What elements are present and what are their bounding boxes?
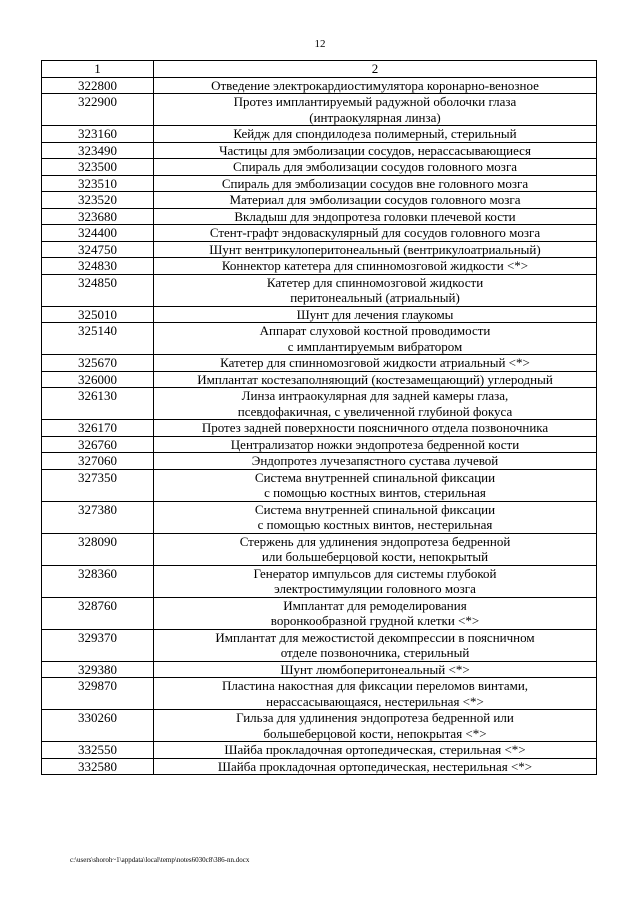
row-code: 326130: [42, 388, 154, 420]
table-row: [42, 159, 597, 176]
row-name: Материал для эмболизации сосудов головного мозга: [154, 192, 597, 209]
row-name: Отведение электрокардиостимулятора коронарно-венозное: [154, 77, 597, 94]
row-code: 329380: [42, 661, 154, 678]
table-row: [42, 225, 597, 242]
row-code: 328760: [42, 597, 154, 629]
row-name: Шунт вентрикулоперитонеальный (вентрикулоатриальный): [154, 241, 597, 258]
row-code: 324400: [42, 225, 154, 242]
row-name: Протез имплантируемый радужной оболочки глаза (интраокулярная линза): [154, 94, 597, 126]
row-name: Частицы для эмболизации сосудов, нерассасывающиеся: [154, 142, 597, 159]
row-code: 329870: [42, 678, 154, 710]
table-row: [42, 208, 597, 225]
table-row: [42, 126, 597, 143]
row-code: 326000: [42, 371, 154, 388]
table-row: [42, 77, 597, 94]
row-code: 325010: [42, 306, 154, 323]
table-row: [42, 94, 597, 126]
table-row: [42, 453, 597, 470]
row-code: 328360: [42, 565, 154, 597]
table-row: [42, 323, 597, 355]
table-row: [42, 306, 597, 323]
column-header-code: 1: [42, 61, 154, 78]
row-code: 323490: [42, 142, 154, 159]
row-name: Кейдж для спондилодеза полимерный, стерильный: [154, 126, 597, 143]
row-name: Централизатор ножки эндопротеза бедренной кости: [154, 436, 597, 453]
table-row: [42, 388, 597, 420]
table-row: [42, 629, 597, 661]
row-name: Аппарат слуховой костной проводимости с имплантируемым вибратором: [154, 323, 597, 355]
table-row: [42, 661, 597, 678]
row-code: 324830: [42, 258, 154, 275]
table-row: [42, 142, 597, 159]
row-code: 324750: [42, 241, 154, 258]
row-name: Гильза для удлинения эндопротеза бедренной или большеберцовой кости, непокрытая <*>: [154, 710, 597, 742]
row-code: 326170: [42, 420, 154, 437]
row-name: Имплантат костезаполняющий (костезамещающий) углеродный: [154, 371, 597, 388]
row-code: 323520: [42, 192, 154, 209]
row-name: Эндопротез лучезапястного сустава лучевой: [154, 453, 597, 470]
row-code: 332580: [42, 758, 154, 775]
row-code: 327380: [42, 501, 154, 533]
table-row: [42, 758, 597, 775]
registry-table: [41, 60, 597, 775]
table-row: [42, 274, 597, 306]
table-row: [42, 597, 597, 629]
row-name: Имплантат для межостистой декомпрессии в поясничном отделе позвоночника, стерильный: [154, 629, 597, 661]
row-code: 327350: [42, 469, 154, 501]
table-row: [42, 355, 597, 372]
table-row: [42, 469, 597, 501]
row-code: 326760: [42, 436, 154, 453]
document-path: c:\users\shoroh~1\appdata\local\temp\notes6030c8\386-nn.docx: [70, 856, 250, 864]
page-number: 12: [314, 38, 326, 50]
table-row: [42, 371, 597, 388]
table-row: [42, 710, 597, 742]
row-code: 325670: [42, 355, 154, 372]
row-name: Коннектор катетера для спинномозговой жидкости <*>: [154, 258, 597, 275]
table-row: [42, 192, 597, 209]
row-code: 323680: [42, 208, 154, 225]
row-name: Спираль для эмболизации сосудов головного мозга: [154, 159, 597, 176]
table-row: [42, 420, 597, 437]
row-name: Шайба прокладочная ортопедическая, стерильная <*>: [154, 742, 597, 759]
row-name: Катетер для спинномозговой жидкости перитонеальный (атриальный): [154, 274, 597, 306]
row-name: Вкладыш для эндопротеза головки плечевой кости: [154, 208, 597, 225]
row-code: 325140: [42, 323, 154, 355]
row-name: Спираль для эмболизации сосудов вне головного мозга: [154, 175, 597, 192]
header-row: [42, 61, 597, 78]
row-name: Генератор импульсов для системы глубокой электростимуляции головного мозга: [154, 565, 597, 597]
table-row: [42, 678, 597, 710]
row-code: 323160: [42, 126, 154, 143]
row-code: 328090: [42, 533, 154, 565]
row-name: Шайба прокладочная ортопедическая, нестерильная <*>: [154, 758, 597, 775]
row-code: 322800: [42, 77, 154, 94]
row-code: 323510: [42, 175, 154, 192]
table-row: [42, 533, 597, 565]
table-row: [42, 175, 597, 192]
table-row: [42, 742, 597, 759]
row-name: Линза интраокулярная для задней камеры глаза, псевдофакичная, с увеличенной глубиной фокуса: [154, 388, 597, 420]
table-row: [42, 501, 597, 533]
row-name: Шунт для лечения глаукомы: [154, 306, 597, 323]
row-name: Система внутренней спинальной фиксации с помощью костных винтов, стерильная: [154, 469, 597, 501]
row-code: 332550: [42, 742, 154, 759]
row-code: 322900: [42, 94, 154, 126]
row-code: 323500: [42, 159, 154, 176]
row-code: 327060: [42, 453, 154, 470]
table-row: [42, 241, 597, 258]
row-name: Имплантат для ремоделирования воронкообразной грудной клетки <*>: [154, 597, 597, 629]
row-name: Протез задней поверхности поясничного отдела позвоночника: [154, 420, 597, 437]
row-name: Шунт люмбоперитонеальный <*>: [154, 661, 597, 678]
table-row: [42, 436, 597, 453]
row-name: Стент-графт эндоваскулярный для сосудов головного мозга: [154, 225, 597, 242]
table-row: [42, 258, 597, 275]
row-name: Система внутренней спинальной фиксации с помощью костных винтов, нестерильная: [154, 501, 597, 533]
row-name: Стержень для удлинения эндопротеза бедренной или большеберцовой кости, непокрытый: [154, 533, 597, 565]
row-code: 324850: [42, 274, 154, 306]
row-code: 330260: [42, 710, 154, 742]
row-name: Пластина накостная для фиксации переломов винтами, нерассасывающаяся, нестерильная <*>: [154, 678, 597, 710]
row-name: Катетер для спинномозговой жидкости атриальный <*>: [154, 355, 597, 372]
row-code: 329370: [42, 629, 154, 661]
column-header-name: 2: [154, 61, 597, 78]
table-row: [42, 565, 597, 597]
